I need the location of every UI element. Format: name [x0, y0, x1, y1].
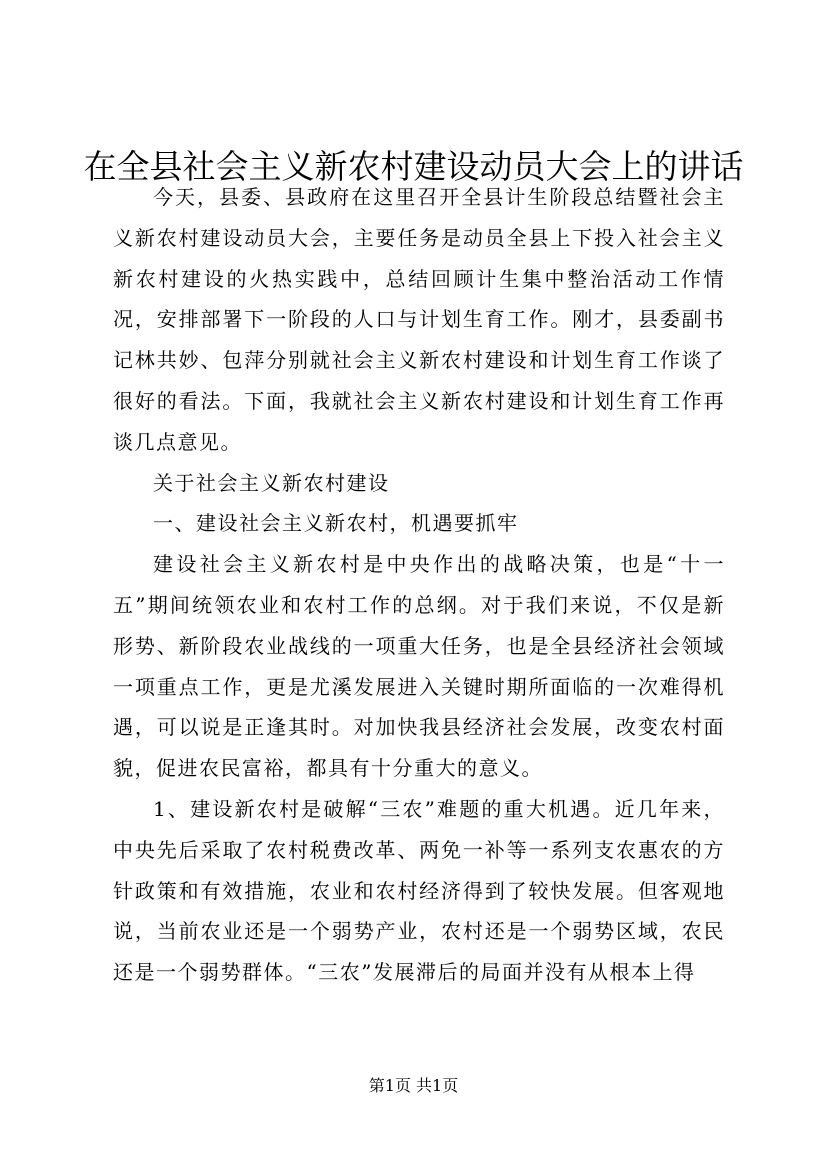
section-heading: 关于社会主义新农村建设 [153, 470, 390, 495]
document-title: 在全县社会主义新农村建设动员大会上的讲话 [83, 147, 744, 186]
subsection-heading: 一、建设社会主义新农村，机遇要抓牢 [153, 511, 519, 536]
page-number-footer: 第1页 共1页 [368, 1076, 459, 1095]
document-body [113, 177, 725, 993]
body-paragraph: 1、建设新农村是破解“三农”难题的重大机遇。近几年来，中央先后采取了农村税费改革、两免一补等一系列支农惠农的方针政策和有效措施，农业和农村经济得到了较快发展。但客观地说，当前农业还是一个弱势产业，农村还是一个弱势区域，农民还是一个弱势群体。“三农”发展滞后的局面并没有从根本上得 [113, 796, 725, 985]
body-paragraph: 建设社会主义新农村是中央作出的战略决策，也是“十一五”期间统领农业和农村工作的总纲。对于我们来说，不仅是新形势、新阶段农业战线的一项重大任务，也是全县经济社会领域一项重点工作，更是尤溪发展进入关键时期所面临的一次难得机遇，可以说是正逢其时。对加快我县经济社会发展，改变农村面貌，促进农民富裕，都具有十分重大的意义。 [113, 552, 725, 781]
intro-paragraph: 今天，县委、县政府在这里召开全县计生阶段总结暨社会主义新农村建设动员大会，主要任务是动员全县上下投入社会主义新农村建设的火热实践中，总结回顾计生集中整治活动工作情况，安排部署下一阶段的人口与计划生育工作。刚才，县委副书记林共妙、包萍分别就社会主义新农村建设和计划生育工作谈了很好的看法。下面，我就社会主义新农村建设和计划生育工作再谈几点意见。 [113, 185, 725, 454]
